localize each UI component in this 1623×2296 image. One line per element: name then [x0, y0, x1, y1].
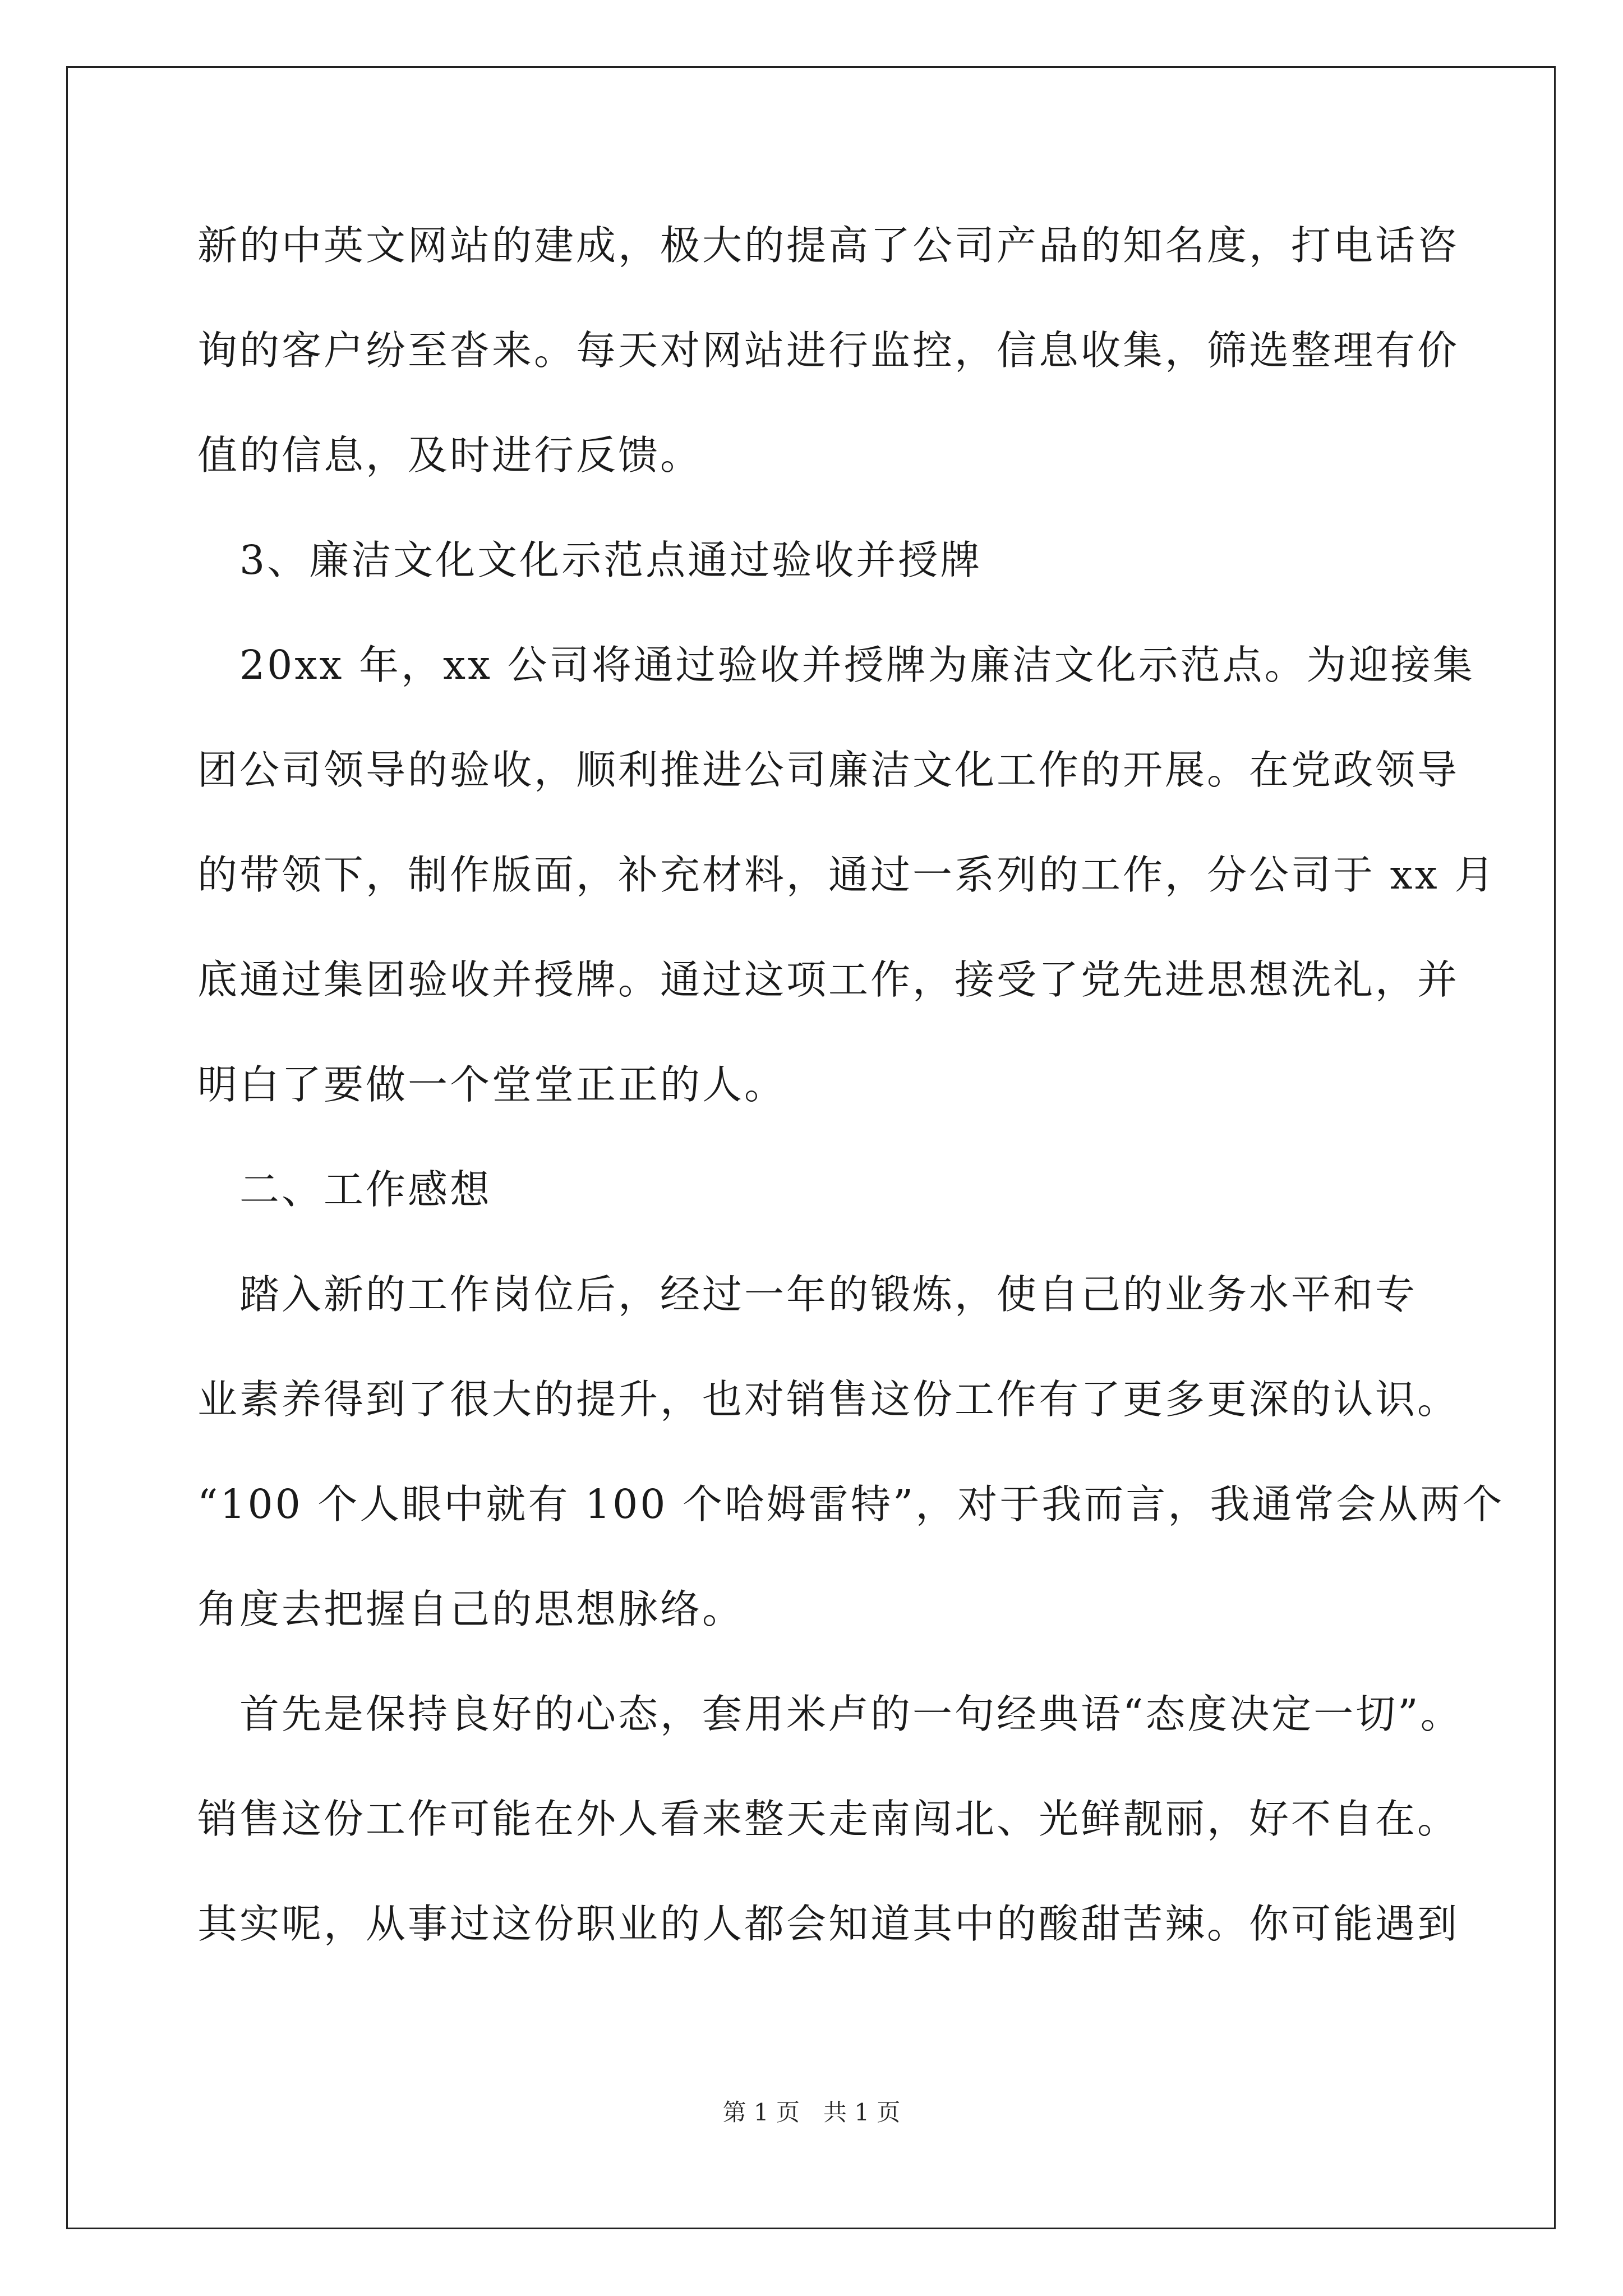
text-line: “100 个人眼中就有 100 个哈姆雷特”，对于我而言，我通常会从两个	[197, 1481, 1505, 1527]
text-line: 值的信息，及时进行反馈。	[197, 432, 703, 478]
text-line: 销售这份工作可能在外人看来整天走南闯北、光鲜靓丽，好不自在。	[197, 1796, 1460, 1842]
text-line: 20xx 年，xx 公司将通过验收并授牌为廉洁文化示范点。为迎接集	[197, 642, 1475, 688]
text-line: 其实呢，从事过这份职业的人都会知道其中的酸甜苦辣。你可能遇到	[197, 1901, 1460, 1947]
text-line: 首先是保持良好的心态，套用米卢的一句经典语“态度决定一切”。	[197, 1691, 1463, 1737]
text-line: 明白了要做一个堂堂正正的人。	[197, 1061, 787, 1108]
text-line: 的带领下，制作版面，补充材料，通过一系列的工作，分公司于 xx 月	[197, 852, 1497, 898]
text-line: 业素养得到了很大的提升，也对销售这份工作有了更多更深的认识。	[197, 1376, 1460, 1423]
text-line: 角度去把握自己的思想脉络。	[197, 1586, 745, 1632]
text-line: 踏入新的工作岗位后，经过一年的锻炼，使自己的业务水平和专	[197, 1271, 1418, 1318]
text-line: 团公司领导的验收，顺利推进公司廉洁文化工作的开展。在党政领导	[197, 747, 1460, 793]
text-line: 底通过集团验收并授牌。通过这项工作，接受了党先进思想洗礼，并	[197, 956, 1460, 1003]
text-line: 新的中英文网站的建成，极大的提高了公司产品的知名度，打电话咨	[197, 222, 1460, 269]
text-line: 询的客户纷至沓来。每天对网站进行监控，信息收集，筛选整理有价	[197, 327, 1460, 374]
section-heading: 二、工作感想	[197, 1166, 492, 1213]
section-heading: 3、廉洁文化文化示范点通过验收并授牌	[197, 537, 983, 583]
page-number-footer: 第 1 页 共 1 页	[722, 2099, 901, 2126]
